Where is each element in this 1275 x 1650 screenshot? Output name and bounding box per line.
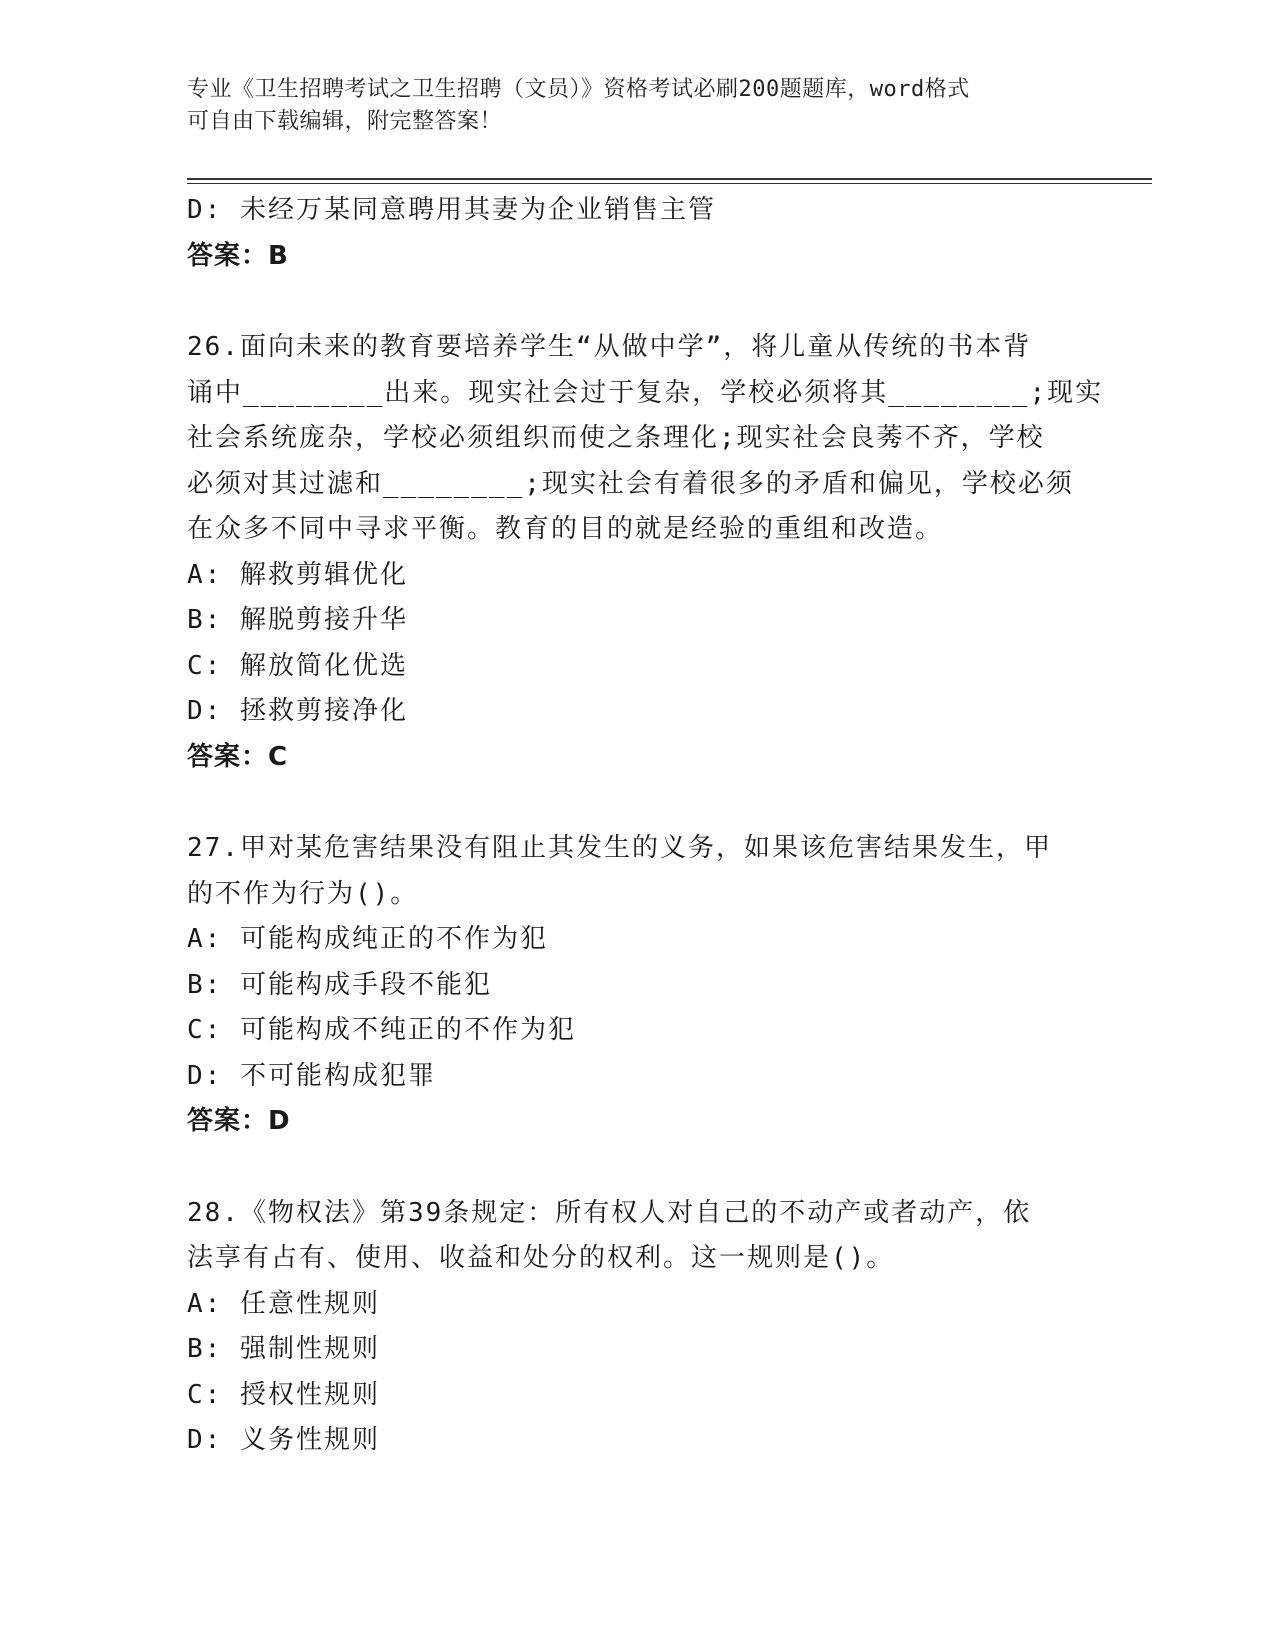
header-divider-thin: [187, 183, 1152, 184]
header-title-line-1: 专业《卫生招聘考试之卫生招聘（文员）》资格考试必刷200题题库，word格式: [187, 77, 970, 102]
page-header: [187, 74, 1067, 138]
option-c: C: 解放简化优选: [187, 650, 408, 681]
option-d: D: 义务性规则: [187, 1425, 380, 1455]
spacer: [187, 1145, 1087, 1191]
option-d: D: 不可能构成犯罪: [187, 1060, 436, 1091]
option-d: D: 拯救剪接净化: [187, 696, 408, 726]
header-title-line-2: 可自由下载编辑，附完整答案！: [187, 109, 503, 134]
question-stem-line: 28.《物权法》第39条规定：所有权人对自己的不动产或者动产，依: [187, 1197, 1032, 1228]
question-stem-line: 27.甲对某危害结果没有阻止其发生的义务，如果该危害结果发生，甲: [187, 833, 1052, 863]
question-28: [187, 1191, 1087, 1464]
question-stem-line: 的不作为行为()。: [187, 878, 419, 909]
spacer: [187, 279, 1087, 325]
option-a: A: 解救剪辑优化: [187, 559, 408, 590]
option-d: D: 未经万某同意聘用其妻为企业销售主管: [187, 195, 716, 225]
answer-line: 答案：C: [187, 741, 289, 772]
option-b: B: 解脱剪接升华: [187, 605, 408, 635]
question-stem-line: 必须对其过滤和________;现实社会有着很多的矛盾和偏见，学校必须: [187, 468, 1074, 499]
question-stem-line: 法享有占有、使用、收益和处分的权利。这一规则是()。: [187, 1243, 895, 1273]
option-b: B: 强制性规则: [187, 1334, 380, 1364]
option-a: A: 可能构成纯正的不作为犯: [187, 924, 548, 954]
option-b: B: 可能构成手段不能犯: [187, 969, 492, 1000]
spacer: [187, 780, 1087, 826]
question-list: [187, 188, 1104, 1464]
option-c: C: 授权性规则: [187, 1379, 380, 1410]
option-c: C: 可能构成不纯正的不作为犯: [187, 1015, 576, 1045]
answer-line: 答案：D: [187, 1106, 291, 1136]
question-27: [187, 826, 1087, 1145]
answer-line: 答案：B: [187, 240, 289, 271]
question-26: [187, 325, 1104, 780]
question-25-tail: [187, 188, 1087, 279]
question-stem-line: 诵中________出来。现实社会过于复杂，学校必须将其________;现实: [187, 377, 1104, 408]
question-stem-line: 26.面向未来的教育要培养学生“从做中学”，将儿童从传统的书本背: [187, 332, 1032, 362]
option-a: A: 任意性规则: [187, 1288, 380, 1319]
question-stem-line: 在众多不同中寻求平衡。教育的目的就是经验的重组和改造。: [187, 514, 944, 544]
header-divider: [187, 178, 1152, 180]
question-stem-line: 社会系统庞杂，学校必须组织而使之条理化;现实社会良莠不齐，学校: [187, 423, 1045, 453]
